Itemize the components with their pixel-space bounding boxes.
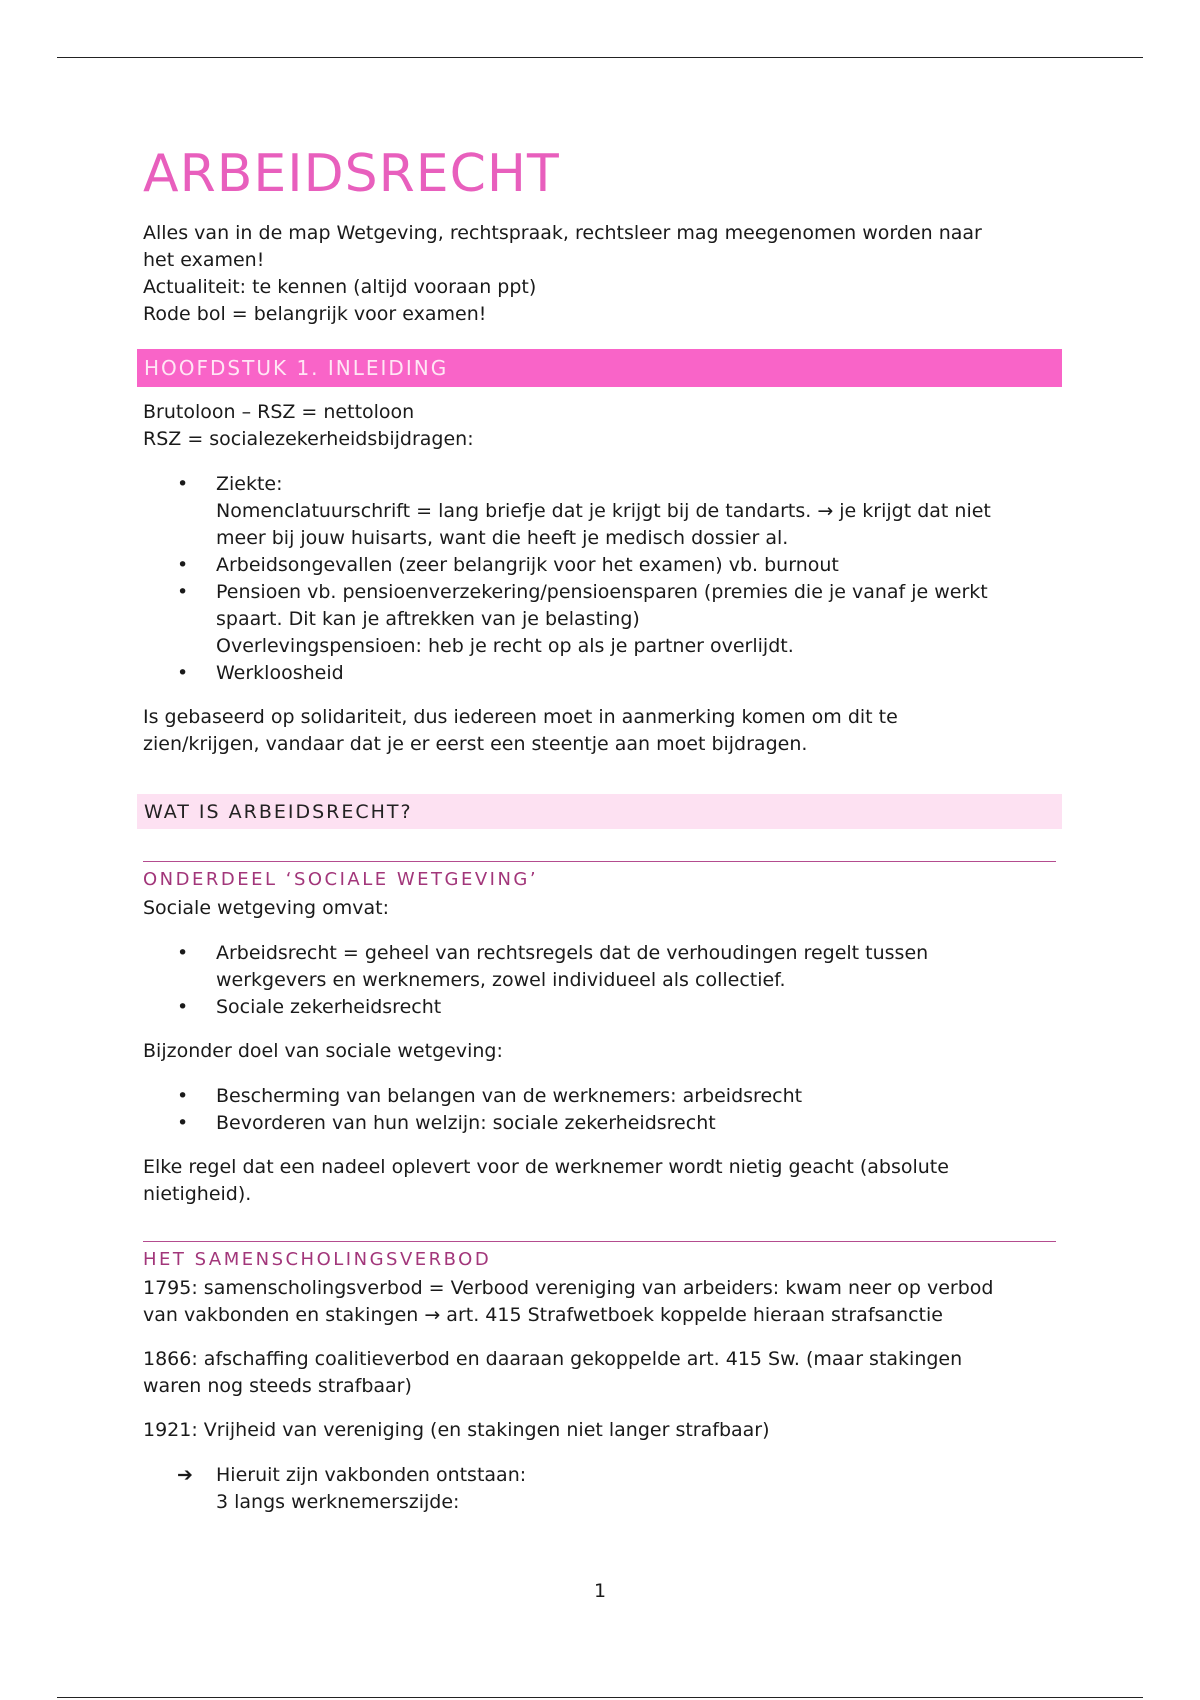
section-heading: WAT IS ARBEIDSRECHT? [137,794,1062,829]
list-item [137,1462,1062,1516]
list-item-text: Pensioen vb. pensioenverzekering/pensioensparen (premies die je vanaf je werkt [216,581,988,603]
header-rule [57,57,1143,58]
history-paragraph [137,1346,1062,1400]
body-line: zien/krijgen, vandaar dat je er eerst een steentje aan moet bijdragen. [143,733,808,755]
subsection-heading: ONDERDEEL ‘SOCIALE WETGEVING’ [143,861,1056,895]
list-item-text: werkgevers en werknemers, zowel individueel als collectief. [216,969,786,991]
intro-line: Actualiteit: te kennen (altijd vooraan ppt) [143,276,537,298]
list-item [137,994,1062,1021]
bullet-icon: • [177,662,189,684]
nietigheid-paragraph [137,1154,1062,1208]
body-line: Brutoloon – RSZ = nettoloon [143,401,415,423]
list-item [137,1110,1062,1137]
chapter-intro [137,399,1062,453]
bullet-icon: • [177,1112,189,1134]
solidarity-paragraph [137,704,1062,758]
intro-line: Rode bol = belangrijk voor examen! [143,303,487,325]
list-item-text: Bescherming van belangen van de werknemers: arbeidsrecht [216,1085,803,1107]
list-item-text: meer bij jouw huisarts, want die heeft je medisch dossier al. [216,527,789,549]
intro-block [137,220,1062,328]
list-item [137,471,1062,552]
body-line: 1795: samenscholingsverbod = Verbood vereniging van arbeiders: kwam neer op verbod [143,1277,994,1299]
body-line: 1866: afschaffing coalitieverbod en daaraan gekoppelde art. 415 Sw. (maar stakingen [143,1348,963,1370]
list-item-text: Ziekte: [216,473,283,495]
page-number: 1 [593,1580,607,1602]
body-line: Is gebaseerd op solidariteit, dus iedereen moet in aanmerking komen om dit te [143,706,898,728]
list-item [137,579,1062,660]
bullet-icon: • [177,1085,189,1107]
body-line: Sociale wetgeving omvat: [143,897,390,919]
arrow-right-icon: ➔ [177,1464,193,1486]
list-item-text: Werkloosheid [216,662,344,684]
doel-list [137,1083,1062,1137]
sociale-wetgeving-list [137,940,1062,1021]
chapter-heading: HOOFDSTUK 1. INLEIDING [137,349,1062,387]
list-item-text: Hieruit zijn vakbonden ontstaan: [216,1464,527,1486]
list-item-text: Bevorderen van hun welzijn: sociale zekerheidsrecht [216,1112,716,1134]
bullet-icon: • [177,581,189,603]
list-item [137,552,1062,579]
list-item-text: Arbeidsongevallen (zeer belangrijk voor het examen) vb. burnout [216,554,839,576]
subsection-heading: HET SAMENSCHOLINGSVERBOD [143,1241,1056,1275]
list-item-text: Nomenclatuurschrift = lang briefje dat je krijgt bij de tandarts. → je krijgt dat niet [216,500,991,522]
list-item [137,1083,1062,1110]
bullet-icon: • [177,554,189,576]
body-line: waren nog steeds strafbaar) [143,1375,412,1397]
intro-line: het examen! [143,249,265,271]
body-line: Bijzonder doel van sociale wetgeving: [143,1040,503,1062]
bullet-icon: • [177,996,189,1018]
intro-line: Alles van in de map Wetgeving, rechtspraak, rechtsleer mag meegenomen worden naar [143,222,982,244]
document-body [137,140,1062,1533]
list-item [137,660,1062,687]
footer-rule [57,1697,1143,1698]
list-item-text: Overlevingspensioen: heb je recht op als je partner overlijdt. [216,635,794,657]
rsz-list [137,471,1062,687]
body-line: van vakbonden en stakingen → art. 415 Strafwetboek koppelde hieraan strafsanctie [143,1304,943,1326]
body-line: RSZ = socialezekerheidsbijdragen: [143,428,474,450]
bullet-icon: • [177,473,189,495]
body-line: Elke regel dat een nadeel oplevert voor de werknemer wordt nietig geacht (absolute [143,1156,949,1178]
history-paragraph [137,1275,1062,1329]
bullet-icon: • [177,942,189,964]
list-item-text: spaart. Dit kan je aftrekken van je belasting) [216,608,640,630]
body-line: nietigheid). [143,1183,252,1205]
list-item-text: Sociale zekerheidsrecht [216,996,442,1018]
arrow-list [137,1462,1062,1516]
list-item-text: 3 langs werknemerszijde: [216,1491,460,1513]
body-line: 1921: Vrijheid van vereniging (en stakingen niet langer strafbaar) [143,1419,770,1441]
document-title: ARBEIDSRECHT [143,144,560,204]
list-item-text: Arbeidsrecht = geheel van rechtsregels dat de verhoudingen regelt tussen [216,942,929,964]
list-item [137,940,1062,994]
